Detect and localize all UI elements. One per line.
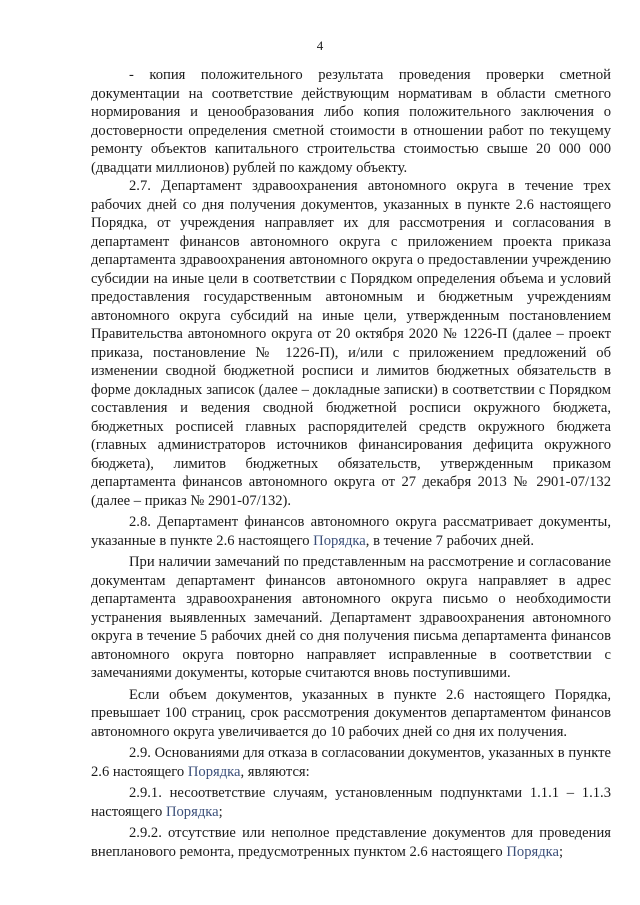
paragraph-text: ; [218,803,223,820]
paragraph-text: 2.9.2. отсутствие или неполное представление документов для проведения внепланового ремонта, предусмотренных пунктом 2.6 настоящего [91,825,611,860]
paragraph-text: 2.9.1. несоответствие случаям, установленным подпунктами 1.1.1 – 1.1.3 настоящего [91,785,611,820]
paragraph-text: - копия положительного результата проведения проверки сметной документации на соответствие действующим нормативам в области сметного нормирования и ценообразования либо копия положительного заключения о достоверности определения сметной стоимости в отношении работ по текущему ремонту объектов капитального строительства стоимостью свыше 20 000 000 (двадцати миллионов) рублей по каждому объекту. [91,67,611,176]
porjadok-link[interactable]: Порядка [506,843,559,860]
paragraph [91,784,611,821]
paragraph-text: ; [558,843,564,860]
porjadok-link[interactable]: Порядка [313,532,366,549]
paragraph-text: 2.7. Департамент здравоохранения автономного округа в течение трех рабочих дней со дня получения документов, указанных в пункте 2.6 настоящего Порядка, от учреждения направляет их для рассмотрения и согласования в департамент финансов автономного округа с приложением проекта приказа департамента здравоохранения автономного округа о предоставлении учреждению субсидии на иные цели в соответствии с Порядком определения объема и условий предоставления государственным автономным и бюджетным учреждениям автономного округа субсидий на иные цели, утвержденным постановлением Правительства автономного округа от 20 октября 2020 № 1226-П (далее – проект приказа, постановление № 1226-П), и/или с приложением предложений об изменении сводной бюджетной росписи и лимитов бюджетных обязательств в форме докладных записок (далее – докладные записки) в соответствии с Порядком составления и ведения сводной бюджетной росписи окружного бюджета, бюджетных росписей главных распорядителей средств окружного бюджета (главных администраторов источников финансирования дефицита окружного бюджета), лимитов бюджетных обязательств, утвержденным приказом департамента финансов автономного округа от 27 декабря 2013 № 2901-07/132 (далее – приказ № 2901-07/132). [91,178,611,509]
porjadok-link[interactable]: Порядка [187,763,241,780]
paragraph [91,686,611,742]
paragraph-text: , являются: [240,763,310,780]
paragraph-text: , в течение 7 рабочих дней. [365,532,535,549]
paragraph-text: 2.9. Основаниями для отказа в согласовании документов, указанных в пункте 2.6 настоящего [91,745,611,780]
paragraph-text: 2.8. Департамент финансов автономного округа рассматривает документы, указанные в пункте 2.6 настоящего [91,514,611,549]
paragraph-text: Если объем документов, указанных в пункте 2.6 настоящего Порядка, превышает 100 страниц, срок рассмотрения документов департаментом финансов автономного округа увеличивается до 10 рабочих дней со дня их получения. [91,686,611,740]
paragraph [91,553,611,683]
document-body [91,66,611,861]
paragraph [91,66,611,177]
page-number: 4 [316,38,324,53]
paragraph [91,177,611,510]
paragraph [91,744,611,781]
porjadok-link[interactable]: Порядка [165,803,219,820]
paragraph [91,824,611,861]
paragraph-text: При наличии замечаний по представленным на рассмотрение и согласование документам департамент финансов автономного округа направляет в адрес департамента здравоохранения автономного округа письмо о необходимости устранения выявленных замечаний. Департамент здравоохранения автономного округа в течение 5 рабочих дней со дня получения письма департамента финансов автономного округа повторно направляет исправленные в соответствии с замечаниями документы, которые считаются вновь поступившими. [91,554,611,681]
paragraph [91,513,611,550]
